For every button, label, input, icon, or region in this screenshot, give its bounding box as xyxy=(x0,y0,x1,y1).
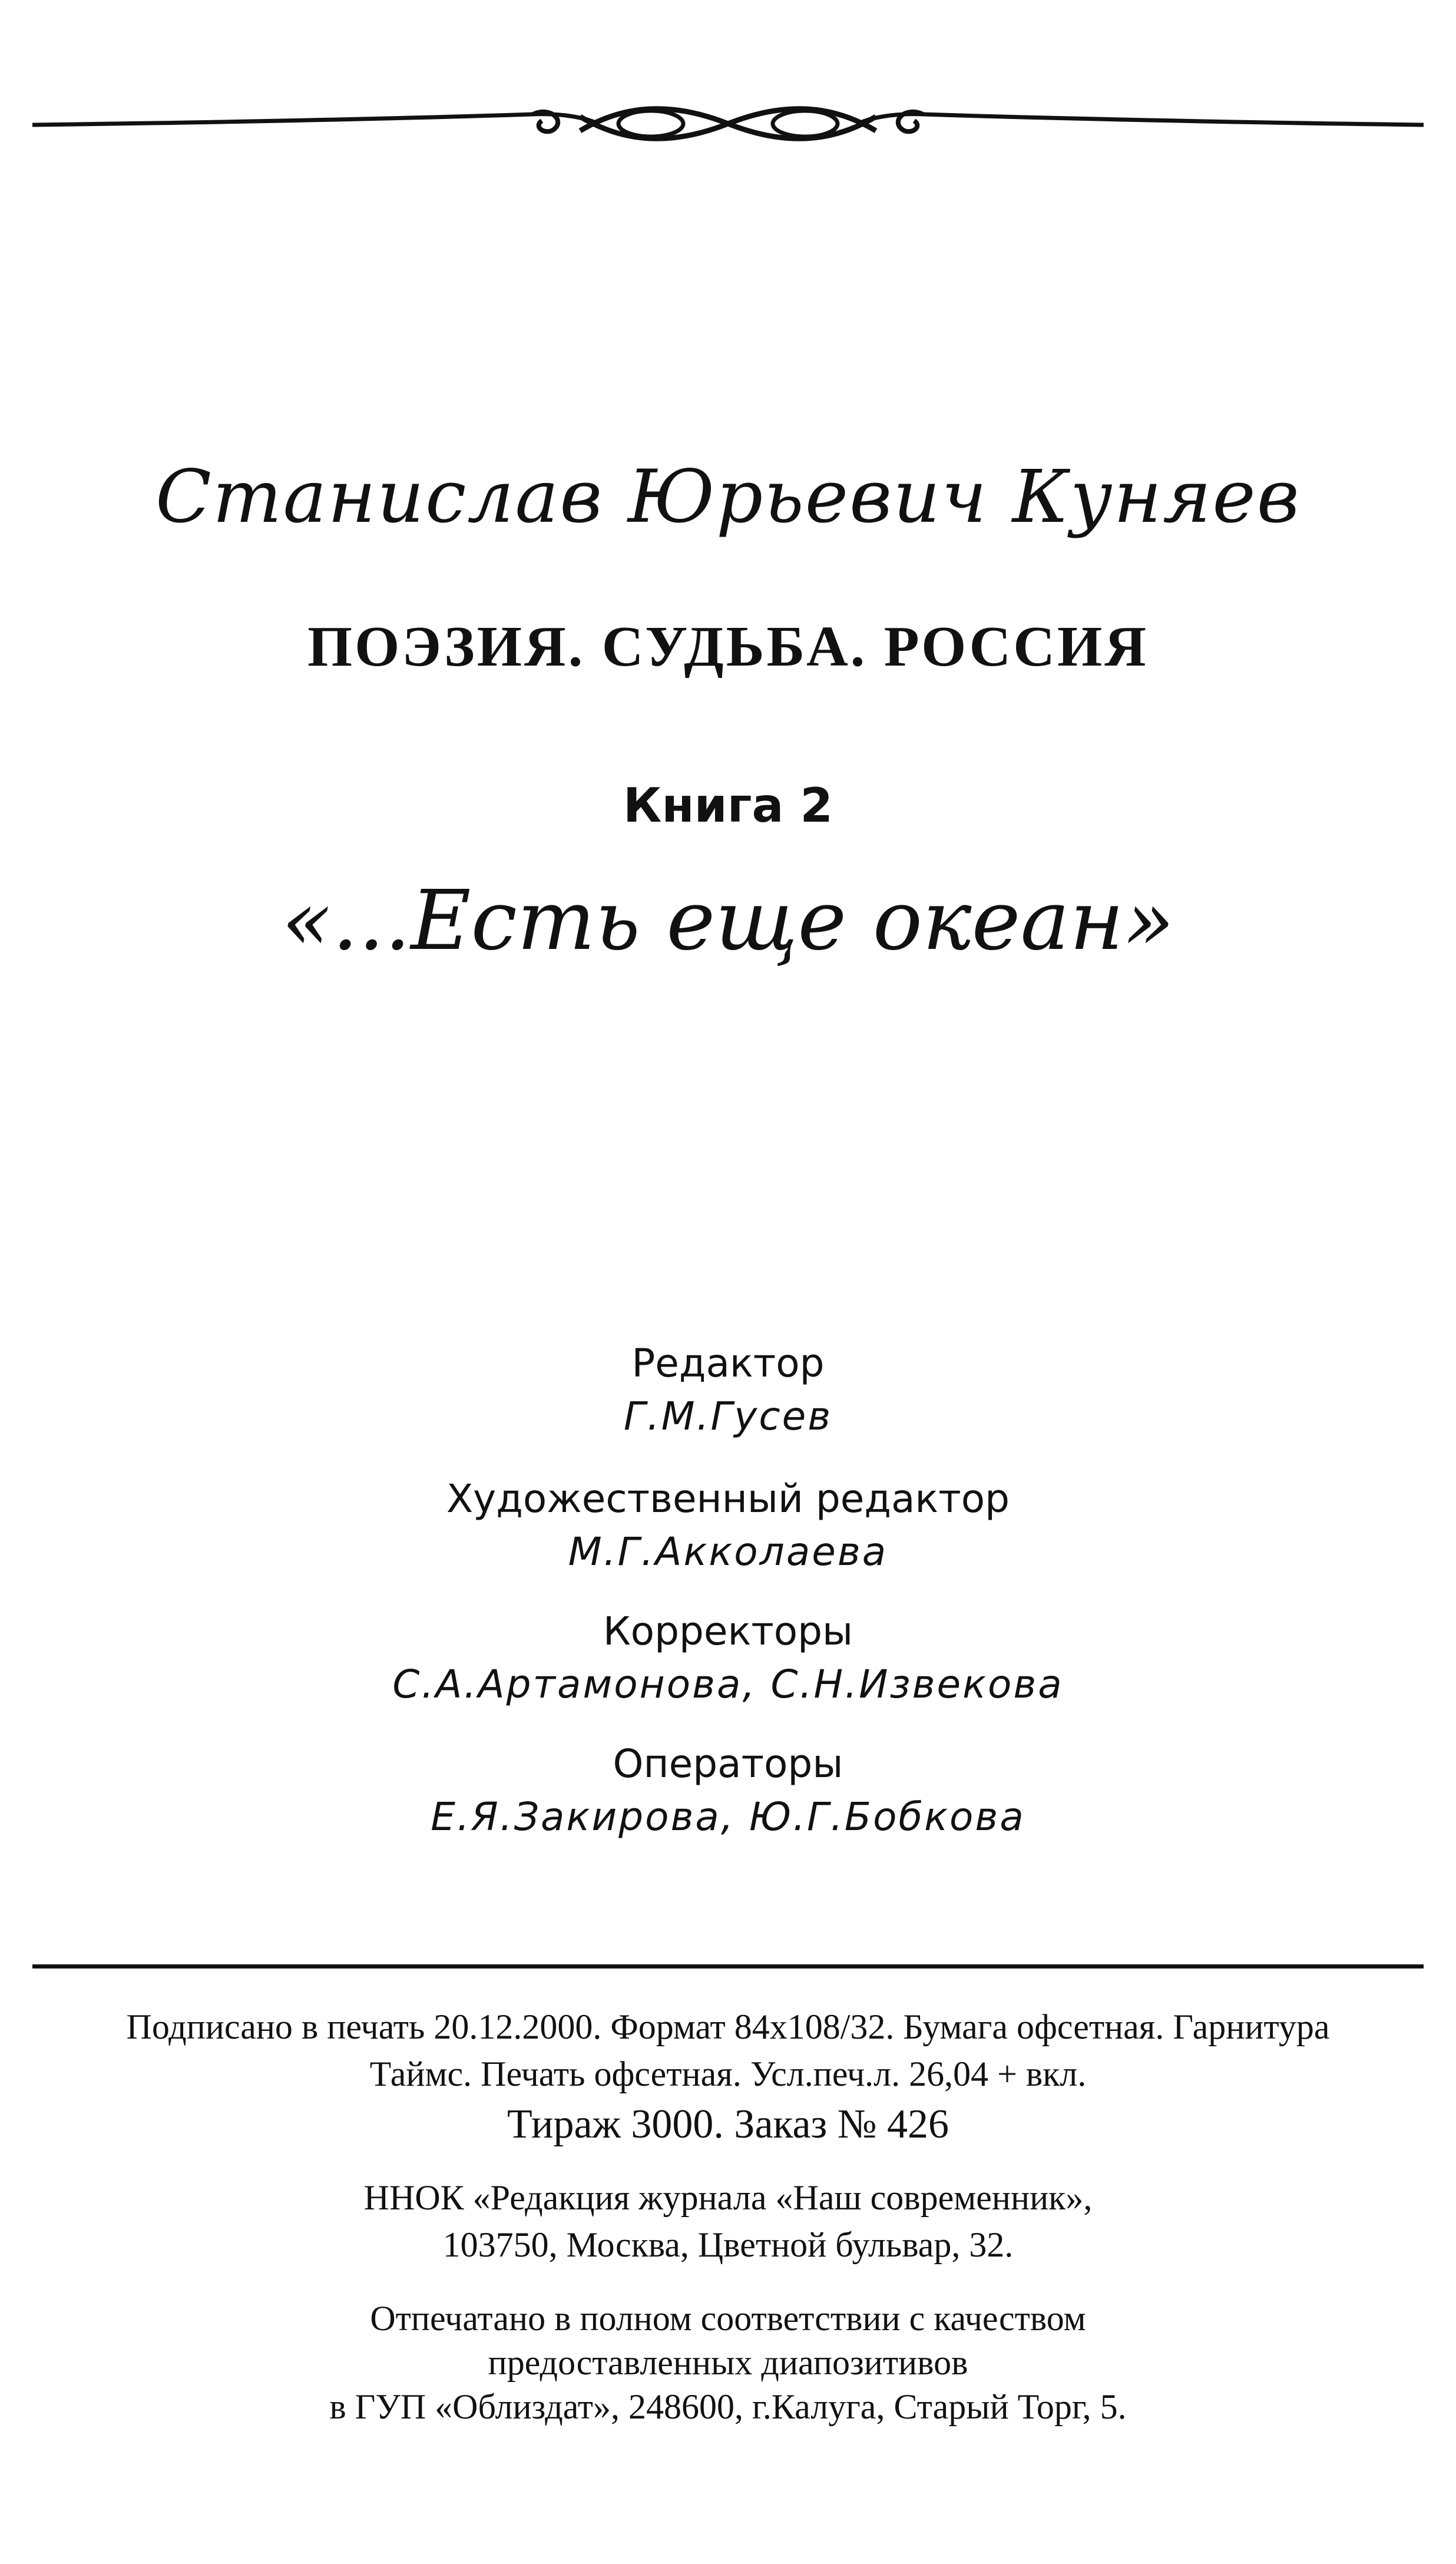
decorative-flourish-icon xyxy=(32,88,1424,159)
credit-role: Редактор xyxy=(631,1341,825,1386)
credit-role: Операторы xyxy=(613,1741,843,1786)
printer-line: Отпечатано в полном соответствии с качеством xyxy=(370,2299,1086,2338)
author-name: Станислав Юрьевич Куняев xyxy=(155,455,1301,540)
horizontal-divider xyxy=(32,1964,1424,1969)
book-subtitle: «...Есть еще океан» xyxy=(282,873,1174,969)
publisher-line: ННОК «Редакция журнала «Наш современник», xyxy=(363,2178,1093,2217)
credit-name: Е.Я.Закирова, Ю.Г.Бобкова xyxy=(431,1794,1025,1840)
imprint-print-run: Тираж 3000. Заказ № 426 xyxy=(507,2102,949,2147)
publisher-address: 103750, Москва, Цветной бульвар, 32. xyxy=(442,2225,1014,2264)
credit-name: С.А.Артамонова, С.Н.Извекова xyxy=(392,1662,1064,1707)
credit-role: Корректоры xyxy=(603,1609,853,1654)
credit-name: Г.М.Гусев xyxy=(623,1394,833,1439)
credit-name: М.Г.Акколаева xyxy=(568,1529,888,1574)
book-number: Книга 2 xyxy=(623,778,833,833)
credit-role: Художественный редактор xyxy=(446,1476,1010,1521)
imprint-line: Таймс. Печать офсетная. Усл.печ.л. 26,04 + вкл. xyxy=(369,2054,1087,2093)
printer-line: предоставленных диапозитивов xyxy=(488,2343,968,2382)
printer-address: в ГУП «Облиздат», 248600, г.Калуга, Старый Торг, 5. xyxy=(329,2387,1127,2426)
imprint-line: Подписано в печать 20.12.2000. Формат 84x108/32. Бумага офсетная. Гарнитура xyxy=(126,2007,1330,2046)
book-title: ПОЭЗИЯ. СУДЬБА. РОССИЯ xyxy=(307,615,1149,679)
